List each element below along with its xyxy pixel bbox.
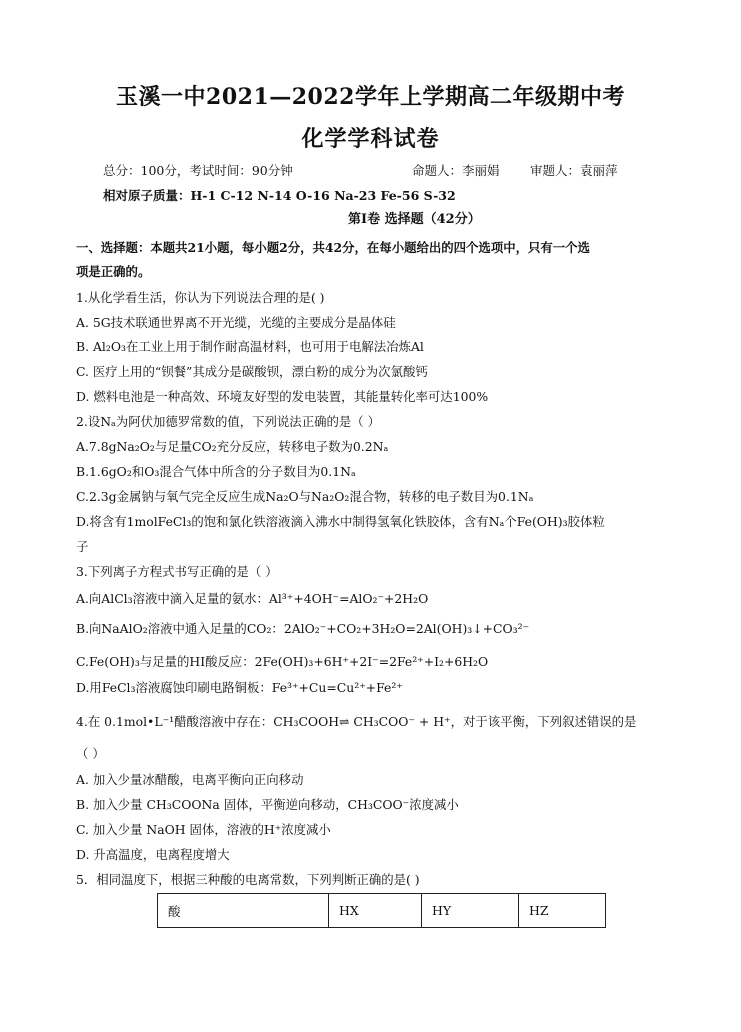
q4-option-d: D. 升高温度，电离程度增大 xyxy=(76,847,230,862)
q1-option-b: B. Al₂O₃在工业上用于制作耐高温材料，也可用于电解法冶炼Al xyxy=(76,339,424,354)
q2-option-d: D.将含有1molFeCl₃的饱和氯化铁溶液滴入沸水中制得氢氧化铁胶体，含有Nₐ个Fe(OH)₃胶体粒 xyxy=(76,514,605,529)
table-header-hy: HY xyxy=(422,894,519,928)
q4-stem: 4.在 0.1mol•L⁻¹醋酸溶液中存在：CH₃COOH⇌ CH₃COO⁻ + H⁺，对于该平衡，下列叙述错误的是 xyxy=(76,714,637,729)
score-time: 总分：100分，考试时间：90分钟 xyxy=(103,163,293,178)
table-header-hz: HZ xyxy=(519,894,606,928)
q3-option-b: B.向NaAlO₂溶液中通入足量的CO₂：2AlO₂⁻+CO₂+3H₂O=2Al(OH)₃↓+CO₃²⁻ xyxy=(76,621,530,636)
acid-table xyxy=(157,893,606,928)
q1-option-c: C. 医疗上用的“钡餐”其成分是碳酸钡，漂白粉的成分为次氯酸钙 xyxy=(76,364,428,379)
exam-subtitle: 化学学科试卷 xyxy=(301,126,440,152)
section-instructions: 一、选择题：本题共21小题，每小题2分，共42分，在每小题给出的四个选项中，只有一个选 xyxy=(76,240,590,255)
table-header-acid: 酸 xyxy=(158,894,329,928)
table-row xyxy=(158,894,606,928)
q3-option-d: D.用FeCl₃溶液腐蚀印刷电路铜板：Fe³⁺+Cu=Cu²⁺+Fe²⁺ xyxy=(76,680,403,695)
q4-stem-cont: （ ） xyxy=(76,746,105,761)
q1-stem: 1.从化学看生活，你认为下列说法合理的是( ) xyxy=(76,290,325,305)
exam-title: 玉溪一中2021—2022学年上学期高二年级期中考 xyxy=(116,84,625,110)
q3-option-a: A.向AlCl₃溶液中滴入足量的氨水：Al³⁺+4OH⁻=AlO₂⁻+2H₂O xyxy=(76,591,429,606)
atomic-mass: 相对原子质量：H-1 C-12 N-14 O-16 Na-23 Fe-56 S-32 xyxy=(103,188,456,203)
q2-option-d-cont: 子 xyxy=(76,539,89,554)
q3-stem: 3.下列离子方程式书写正确的是（ ） xyxy=(76,564,278,579)
q2-option-a: A.7.8gNa₂O₂与足量CO₂充分反应，转移电子数为0.2Nₐ xyxy=(76,439,389,454)
reviewer: 审题人：袁丽萍 xyxy=(530,163,618,178)
q2-stem: 2.设Nₐ为阿伏加德罗常数的值，下列说法正确的是（ ） xyxy=(76,414,380,429)
q1-option-a: A. 5G技术联通世界离不开光缆，光缆的主要成分是晶体硅 xyxy=(76,315,396,330)
q2-option-c: C.2.3g金属钠与氧气完全反应生成Na₂O与Na₂O₂混合物，转移的电子数目为0.1Nₐ xyxy=(76,489,534,504)
table-header-hx: HX xyxy=(329,894,422,928)
q3-option-c: C.Fe(OH)₃与足量的HI酸反应：2Fe(OH)₃+6H⁺+2I⁻=2Fe²⁺+I₂+6H₂O xyxy=(76,654,489,669)
q4-option-b: B. 加入少量 CH₃COONa 固体，平衡逆向移动，CH₃COO⁻浓度减小 xyxy=(76,797,459,812)
section-title: 第Ⅰ卷 选择题（42分） xyxy=(348,212,481,227)
q2-option-b: B.1.6gO₂和O₃混合气体中所含的分子数目为0.1Nₐ xyxy=(76,464,356,479)
q4-option-c: C. 加入少量 NaOH 固体，溶液的H⁺浓度减小 xyxy=(76,822,331,837)
q4-option-a: A. 加入少量冰醋酸，电离平衡向正向移动 xyxy=(76,772,304,787)
q5-stem: 5．相同温度下，根据三种酸的电离常数，下列判断正确的是( ) xyxy=(76,872,420,887)
q1-option-d: D. 燃料电池是一种高效、环境友好型的发电装置，其能量转化率可达100% xyxy=(76,389,489,404)
author: 命题人：李丽娟 xyxy=(412,163,500,178)
section-instructions-cont: 项是正确的。 xyxy=(76,264,151,279)
